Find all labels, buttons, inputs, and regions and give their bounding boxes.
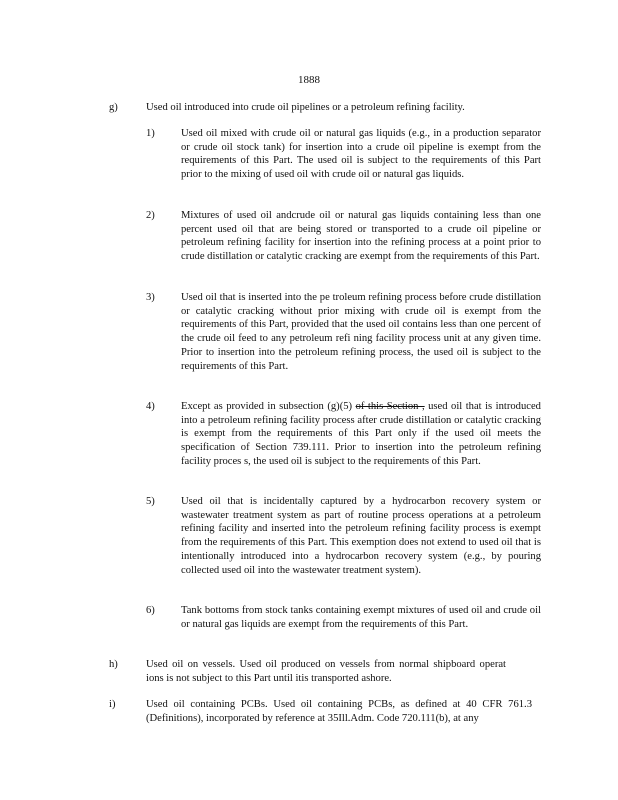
item-text	[181, 400, 541, 469]
item-label: 5)	[146, 496, 155, 507]
item-text: Used oil that is incidentally captured by a hydrocarbon recovery system or wastewater treatment system as part of routine process operations at a petroleum refining facility and inserted into the petroleum refining facility process is exempt from the requirements of this Part. This exemption does not extend to used oil that is intentionally introduced into a hydrocarbon recovery system (e.g., by pouring collected used oil into the wastewater treatment system).	[181, 496, 541, 576]
item-label: h)	[109, 659, 118, 670]
item-label: 1)	[146, 128, 155, 139]
item-text: Used oil that is inserted into the pe troleum refining process before crude distillation or catalytic cracking without prior mixing with crude oil is exempt from the requirements of this Part, provided that the used oil contains less than one percent of the crude oil feed to any petroleum refi ning facility process unit at any given time. Prior to insertion into the petroleum refining process, the used oil is subject to the requirements of this Part.	[181, 292, 541, 372]
item-text: Used oil mixed with crude oil or natural gas liquids (e.g., in a production separator or crude oil stock tank) for insertion into a crude oil pipeline is exempt from the requirements of this Part. The used oil is subject to the requirements of this Part prior to the mixing of used oil with crude oil or natural gas liquids.	[181, 128, 541, 181]
item-text: Tank bottoms from stock tanks containing exempt mixtures of used oil and crude oil or natural gas liquids are exempt from the requirements of this Part.	[181, 605, 541, 630]
item-label: g)	[109, 102, 118, 113]
item-label: 2)	[146, 210, 155, 221]
item-label: 3)	[146, 292, 155, 303]
item-text: Mixtures of used oil andcrude oil or natural gas liquids containing less than one percent used oil that are being stored or transported to a crude oil pipeline or petroleum refining facility for insertion into the refining process at a point prior to crude distillation or catalytic cracking are exempt from the requirements of this Part.	[181, 210, 541, 263]
text-before-strike: Except as provided in subsection (g)(5)	[181, 401, 353, 412]
page-number: 1888	[298, 74, 320, 86]
item-text: Used oil introduced into crude oil pipelines or a petroleum refining facility.	[146, 102, 465, 113]
item-label: 6)	[146, 605, 155, 616]
text-after-strike: used oil that is introduced into a petroleum refining facility process after crude distillation or catalytic cracking is exempt from the requirements of this Part only if the used oil meets the specification of Section 739.111. Prior to insertion into the petroleum refining facility proces s, the used oil is subject to the requirements of this Part.	[181, 401, 541, 467]
item-label: i)	[109, 699, 116, 710]
item-text: Used oil containing PCBs. Used oil containing PCBs, as defined at 40 CFR 761.3 (Definitions), incorporated by reference at 35Ill.Adm. Code 720.111(b), at any	[146, 699, 532, 724]
struck-text: of this Section ,	[355, 401, 425, 412]
item-text: Used oil on vessels. Used oil produced on vessels from normal shipboard operat ions is not subject to this Part until itis transported ashore.	[146, 659, 506, 684]
item-label: 4)	[146, 401, 155, 412]
